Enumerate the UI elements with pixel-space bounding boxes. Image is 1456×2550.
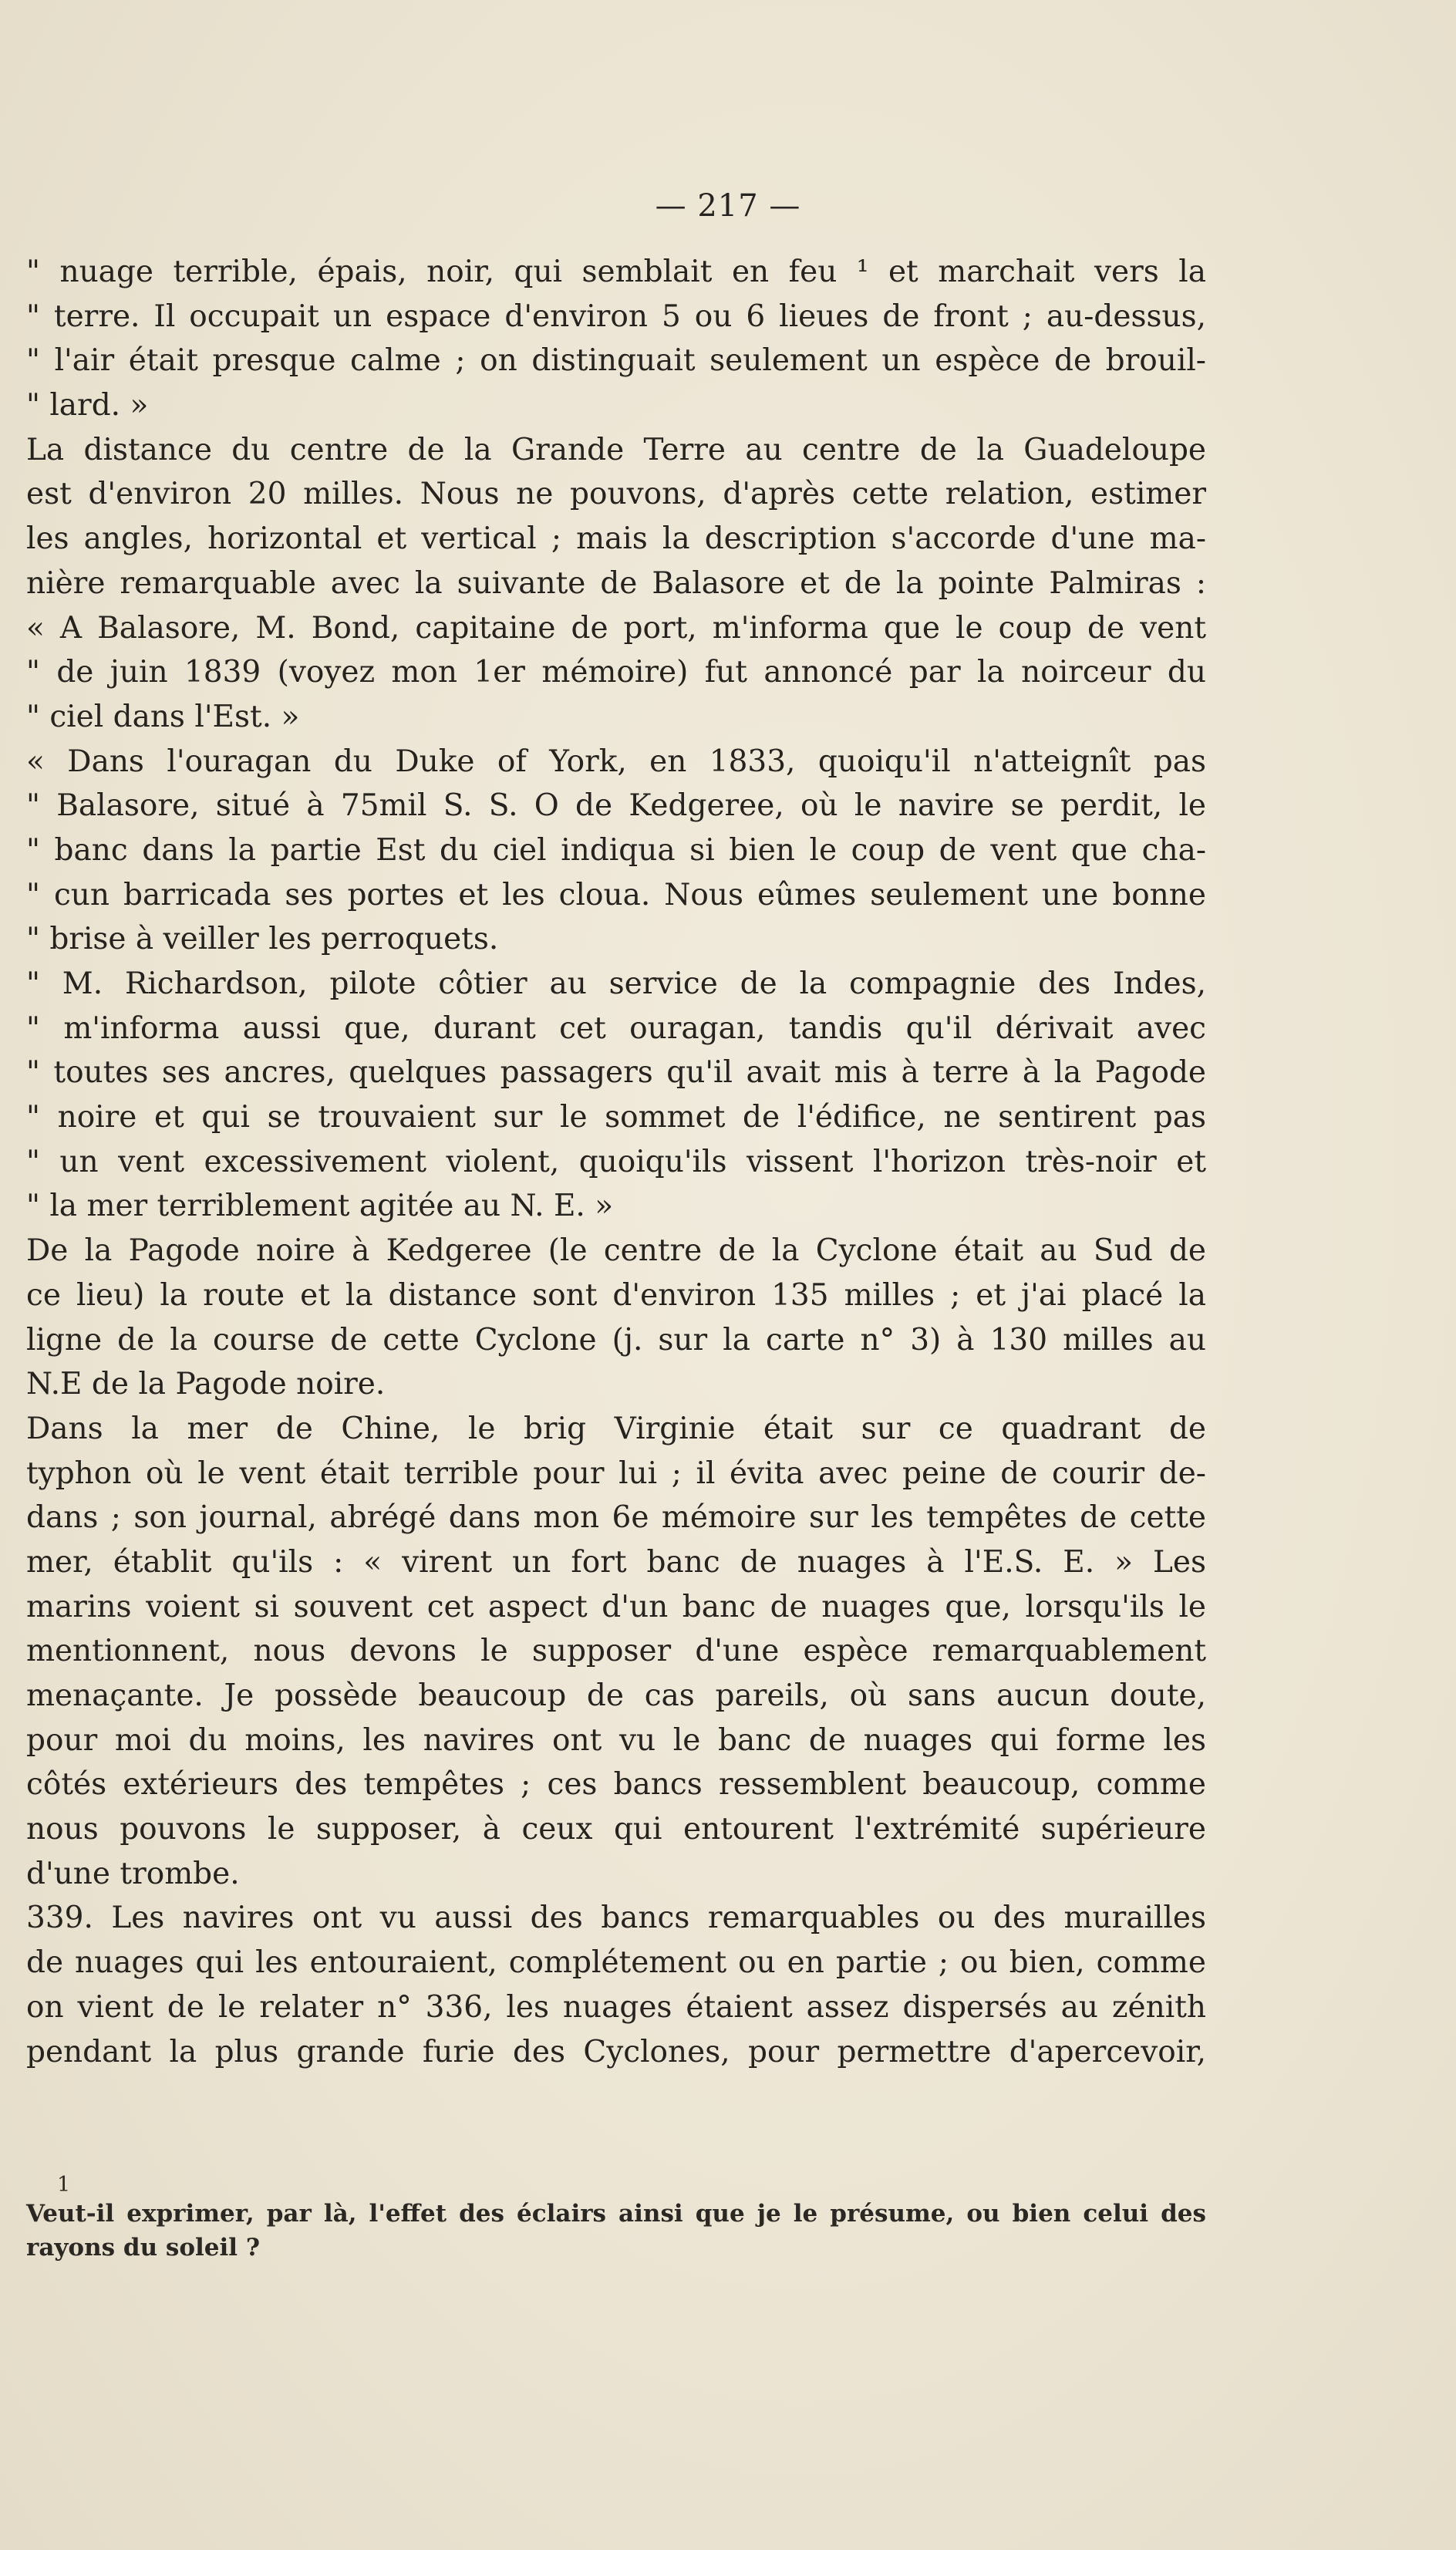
text-line: nous pouvons le supposer, à ceux qui entourent l'extrémité supérieure: [26, 1812, 1206, 1847]
text-line: " l'air était presque calme ; on distinguait seulement un espèce de brouil-: [26, 343, 1206, 379]
text-line: " la mer terriblement agitée au N. E. »: [26, 1189, 614, 1224]
text-line: ligne de la course de cette Cyclone (j. sur la carte n° 3) à 130 milles au: [26, 1322, 1206, 1358]
text-line: on vient de le relater n° 336, les nuages étaient assez dispersés au zénith: [26, 1989, 1206, 2025]
text-line: " de juin 1839 (voyez mon 1er mémoire) fut annoncé par la noirceur du: [26, 655, 1206, 690]
text-line: " brise à veiller les perroquets.: [26, 922, 499, 957]
text-line: d'une trombe.: [26, 1856, 240, 1891]
text-line: " Balasore, situé à 75mil S. S. O de Kedgeree, où le navire se perdit, le: [26, 788, 1206, 824]
text-line: " nuage terrible, épais, noir, qui semblait en feu ¹ et marchait vers la: [26, 255, 1206, 289]
text-line: pendant la plus grande furie des Cyclones, pour permettre d'apercevoir,: [26, 2034, 1206, 2069]
text-line: dans ; son journal, abrégé dans mon 6e mémoire sur les tempêtes de cette: [26, 1500, 1206, 1536]
text-line: 339. Les navires ont vu aussi des bancs remarquables ou des murailles: [26, 1901, 1206, 1936]
footnote-line: Veut-il exprimer, par là, l'effet des éclairs ainsi que je le présume, ou bien celui des: [26, 2200, 1206, 2228]
text-line: " terre. Il occupait un espace d'environ 5 ou 6 lieues de front ; au-dessus,: [26, 299, 1206, 334]
text-line: « Dans l'ouragan du Duke of York, en 1833, quoiqu'il n'atteignît pas: [26, 744, 1206, 779]
text-line: " ciel dans l'Est. »: [26, 699, 300, 734]
text-line: nière remarquable avec la suivante de Balasore et de la pointe Palmiras :: [26, 565, 1206, 601]
text-line: typhon où le vent était terrible pour lui ; il évita avec peine de courir de-: [26, 1455, 1206, 1491]
text-line: " noire et qui se trouvaient sur le sommet de l'édifice, ne sentirent pas: [26, 1100, 1206, 1135]
text-line: " un vent excessivement violent, quoiqu'ils vissent l'horizon très-noir et: [26, 1144, 1206, 1179]
footnote-marker: 1: [57, 2173, 71, 2197]
text-line: menaçante. Je possède beaucoup de cas pareils, où sans aucun doute,: [26, 1678, 1206, 1713]
text-line: « A Balasore, M. Bond, capitaine de port, m'informa que le coup de vent: [26, 610, 1206, 646]
text-line: mer, établit qu'ils : « virent un fort banc de nuages à l'E.S. E. » Les: [26, 1544, 1206, 1580]
text-line: pour moi du moins, les navires ont vu le banc de nuages qui forme les: [26, 1722, 1206, 1758]
text-line: est d'environ 20 milles. Nous ne pouvons, d'après cette relation, estimer: [26, 477, 1206, 512]
text-line: N.E de la Pagode noire.: [26, 1367, 386, 1402]
text-line: de nuages qui les entouraient, complétement ou en partie ; ou bien, comme: [26, 1945, 1206, 1981]
text-line: " toutes ses ancres, quelques passagers qu'il avait mis à terre à la Pagode: [26, 1055, 1206, 1091]
text-line: côtés extérieurs des tempêtes ; ces bancs ressemblent beaucoup, comme: [26, 1767, 1206, 1803]
footnote: [26, 2174, 1206, 2265]
text-line: " M. Richardson, pilote côtier au service de la compagnie des Indes,: [26, 966, 1206, 1001]
page-number: — 217 —: [655, 188, 801, 224]
text-line: les angles, horizontal et vertical ; mais la description s'accorde d'une ma-: [26, 521, 1206, 557]
text-line: De la Pagode noire à Kedgeree (le centre de la Cyclone était au Sud de: [26, 1233, 1206, 1269]
text-line: " m'informa aussi que, durant cet ouragan, tandis qu'il dérivait avec: [26, 1010, 1206, 1046]
text-line: " cun barricada ses portes et les cloua. Nous eûmes seulement une bonne: [26, 877, 1206, 912]
body-text: [26, 250, 1206, 2074]
text-line: " lard. »: [26, 388, 149, 423]
text-line: ce lieu) la route et la distance sont d'environ 135 milles ; et j'ai placé la: [26, 1277, 1206, 1313]
text-line: marins voient si souvent cet aspect d'un banc de nuages que, lorsqu'ils le: [26, 1589, 1206, 1624]
footnote-line: rayons du soleil ?: [26, 2234, 261, 2262]
text-line: La distance du centre de la Grande Terre au centre de la Guadeloupe: [26, 432, 1206, 467]
text-line: " banc dans la partie Est du ciel indiqua si bien le coup de vent que cha-: [26, 832, 1206, 868]
text-line: mentionnent, nous devons le supposer d'une espèce remarquablement: [26, 1634, 1206, 1669]
text-line: Dans la mer de Chine, le brig Virginie était sur ce quadrant de: [26, 1411, 1206, 1446]
